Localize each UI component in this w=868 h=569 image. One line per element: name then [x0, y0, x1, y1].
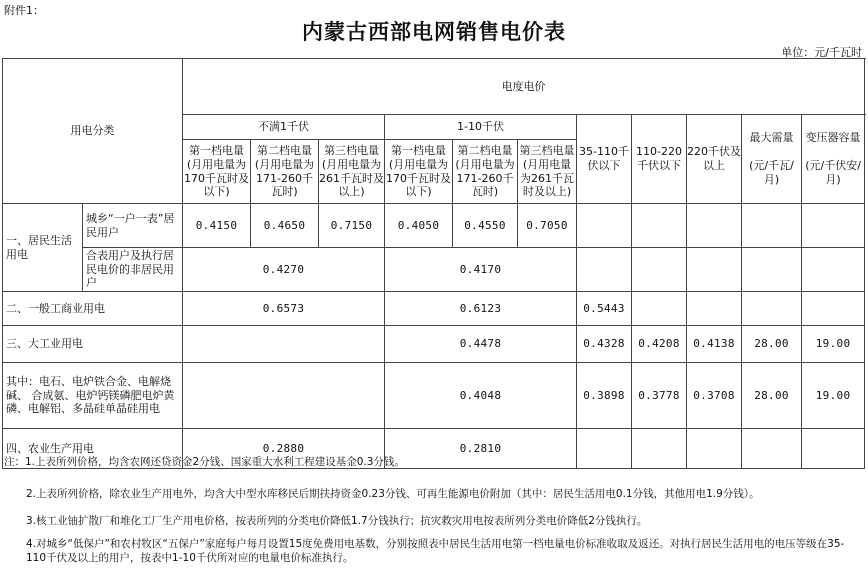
commercial-u1: 0.6573 — [183, 292, 385, 326]
transformer-capacity-header — [802, 115, 865, 204]
1-10kv-header: 1-10千伏 — [385, 115, 577, 140]
shared-meter-label: 合表用户及执行居民电价的非居民用户 — [83, 248, 183, 292]
unit-label: 单位：元/千瓦时 — [781, 46, 862, 59]
large-industry-transformer: 19.00 — [802, 326, 865, 363]
agriculture-u1: 0.2880 — [183, 429, 385, 469]
note-2: 2.上表所列价格，除农业生产用电外，均含大中型水库移民后期扶持资金0.23分钱、可再生能源电价附加（其中：居民生活用电0.1分钱，其他用电1.9分钱）。 — [26, 488, 760, 500]
large-industry-k220: 0.4138 — [687, 326, 742, 363]
empty-cell — [632, 292, 687, 326]
urban-rural-k10-t1: 0.4050 — [385, 204, 453, 248]
urban-rural-u1-t1: 0.4150 — [183, 204, 251, 248]
note-3: 3.核工业铀扩散厂和堆化工厂生产用电价格，按表所列的分类电价降低1.7分钱执行；抗灾救灾用电按表所列分类电价降低2分钱执行。 — [26, 515, 648, 527]
shared-u1: 0.4270 — [183, 248, 385, 292]
empty-cell — [687, 248, 742, 292]
urban-rural-k10-t3: 0.7050 — [518, 204, 577, 248]
agriculture-k10: 0.2810 — [385, 429, 577, 469]
empty-cell — [802, 204, 865, 248]
110-220kv-header: 110-220千伏以下 — [632, 115, 687, 204]
empty-cell — [183, 326, 385, 363]
large-industry-label: 三、大工业用电 — [3, 326, 183, 363]
special-transformer: 19.00 — [802, 363, 865, 429]
large-industry-max-demand: 28.00 — [742, 326, 802, 363]
empty-cell — [183, 363, 385, 429]
special-k110: 0.3778 — [632, 363, 687, 429]
large-industry-k110: 0.4208 — [632, 326, 687, 363]
urban-rural-k10-t2: 0.4550 — [453, 204, 518, 248]
empty-cell — [632, 204, 687, 248]
agriculture-label: 四、农业生产用电 — [3, 429, 183, 469]
transformer-capacity-unit: (元/千伏安/月) — [805, 159, 861, 186]
tier1-header-u1: 第一档电量(月用电量为170千瓦时及以下) — [183, 140, 251, 204]
max-demand-title: 最大需量 — [749, 131, 794, 145]
tier2-header-k10: 第二档电量(月用电量为171-260千瓦时) — [453, 140, 518, 204]
empty-cell — [802, 292, 865, 326]
special-k35: 0.3898 — [577, 363, 632, 429]
category-header: 用电分类 — [3, 59, 183, 204]
urban-rural-u1-t3: 0.7150 — [319, 204, 385, 248]
urban-rural-label: 城乡“一户一表”居民用户 — [83, 204, 183, 248]
empty-cell — [742, 248, 802, 292]
commercial-k35: 0.5443 — [577, 292, 632, 326]
price-table — [2, 58, 865, 469]
empty-cell — [687, 204, 742, 248]
commercial-label: 二、一般工商业用电 — [3, 292, 183, 326]
under-1kv-header: 不满1千伏 — [183, 115, 385, 140]
empty-cell — [577, 248, 632, 292]
empty-cell — [687, 292, 742, 326]
note-1: 注：1.上表所列价格，均含农网还贷资金2分钱、国家重大水利工程建设基金0.3分钱。 — [4, 456, 405, 468]
special-industry-label: 其中：电石、电炉铁合金、电解烧碱、 合成氨、电炉钙镁磷肥电炉黄磷、电解铝、多晶硅单晶硅用电 — [3, 363, 183, 429]
page-title: 内蒙古西部电网销售电价表 — [302, 19, 566, 44]
max-demand-header — [742, 115, 802, 204]
special-k10: 0.4048 — [385, 363, 577, 429]
large-industry-k35: 0.4328 — [577, 326, 632, 363]
tier3-header-k10: 第三档电量(月用电量为261千瓦时及以上) — [518, 140, 577, 204]
transformer-capacity-title: 变压器容量 — [805, 131, 861, 145]
empty-cell — [577, 204, 632, 248]
35-110kv-header: 35-110千伏以下 — [577, 115, 632, 204]
attachment-label: 附件1： — [4, 4, 44, 17]
tier3-header-u1: 第三档电量(月用电量为261千瓦时及以上) — [319, 140, 385, 204]
tier1-header-k10: 第一档电量(月用电量为170千瓦时及以下) — [385, 140, 453, 204]
note-4: 4.对城乡“低保户”和农村牧区“五保户”家庭每户每月设置15度免费用电基数，分别按照表中居民生活用电第一档电量电价标准收取及返还。对执行居民生活用电的电压等级在35-110千伏及以上的用户，按表中1-10千伏所对应的电量电价标准执行。 — [26, 538, 845, 564]
empty-cell — [742, 204, 802, 248]
urban-rural-u1-t2: 0.4650 — [251, 204, 319, 248]
tier2-header-u1: 第二档电量(月用电量为171-260千瓦时) — [251, 140, 319, 204]
residential-label: 一、居民生活用电 — [3, 204, 83, 292]
empty-cell — [742, 292, 802, 326]
220kv-up-header: 220千伏及以上 — [687, 115, 742, 204]
large-industry-k10: 0.4478 — [385, 326, 577, 363]
shared-k10: 0.4170 — [385, 248, 577, 292]
energy-price-header: 电度电价 — [183, 59, 865, 115]
max-demand-unit: (元/千瓦/月) — [749, 159, 794, 186]
special-max-demand: 28.00 — [742, 363, 802, 429]
empty-cell — [802, 248, 865, 292]
special-k220: 0.3708 — [687, 363, 742, 429]
empty-cell — [632, 248, 687, 292]
commercial-k10: 0.6123 — [385, 292, 577, 326]
